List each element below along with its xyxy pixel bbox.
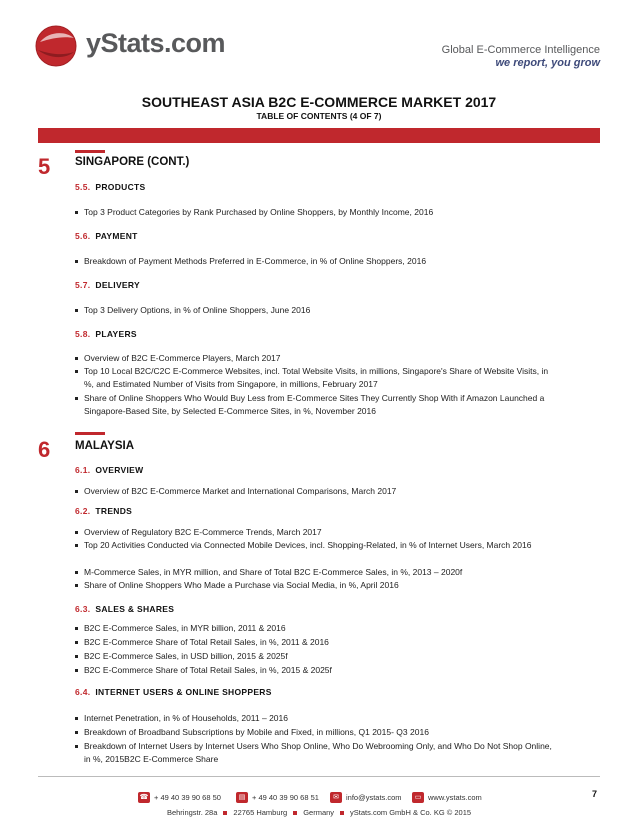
section-number: 6.4. bbox=[75, 687, 91, 697]
email-icon: ✉ bbox=[330, 792, 342, 803]
footer-phone: + 49 40 39 90 68 50 bbox=[154, 793, 221, 802]
section-number: 6.1. bbox=[75, 465, 91, 475]
section-heading bbox=[75, 329, 137, 339]
section-number: 5.6. bbox=[75, 231, 91, 241]
separator-square bbox=[293, 811, 297, 815]
section-heading bbox=[75, 506, 132, 516]
section-heading bbox=[75, 231, 138, 241]
chapter-title: SINGAPORE (CONT.) bbox=[75, 156, 190, 168]
separator-square bbox=[340, 811, 344, 815]
tagline-secondary: we report, you grow bbox=[495, 57, 600, 69]
chapter-accent-line bbox=[75, 150, 105, 153]
ystats-logo bbox=[34, 16, 224, 68]
list-item: Breakdown of Internet Users by Internet Users Who Shop Online, Who Do Webrooming Only, and Who Do Not Shop Online, in %, 2015B2C E-Commerce Share bbox=[75, 740, 555, 766]
logo-text: yStats.com bbox=[86, 28, 226, 58]
list-item: Breakdown of Payment Methods Preferred in E-Commerce, in % of Online Shoppers, 2016 bbox=[75, 255, 555, 268]
section-title: PLAYERS bbox=[95, 329, 137, 339]
footer-city: 22765 Hamburg bbox=[233, 808, 288, 817]
list-item: B2C E-Commerce Share of Total Retail Sales, in %, 2015 & 2025f bbox=[75, 664, 555, 677]
page-header bbox=[0, 0, 638, 80]
section-heading bbox=[75, 465, 143, 475]
chapter-number: 6 bbox=[38, 437, 51, 462]
section-title: TRENDS bbox=[95, 506, 133, 516]
footer-divider bbox=[38, 776, 600, 777]
footer-street: Behringstr. 28a bbox=[166, 808, 218, 817]
list-item: Overview of Regulatory B2C E-Commerce Trends, March 2017 bbox=[75, 526, 555, 539]
list-item: Top 3 Product Categories by Rank Purchased by Online Shoppers, by Monthly Income, 2016 bbox=[75, 206, 555, 219]
section-heading bbox=[75, 280, 140, 290]
footer-address bbox=[0, 808, 638, 817]
section-heading bbox=[75, 182, 146, 192]
footer-company: yStats.com GmbH & Co. KG © 2015 bbox=[350, 808, 472, 817]
separator-square bbox=[223, 811, 227, 815]
logo-globe-icon bbox=[34, 24, 78, 68]
section-title: OVERVIEW bbox=[95, 465, 144, 475]
list-item: Top 20 Activities Conducted via Connected Mobile Devices, incl. Shopping-Related, in % of Internet Users, March 2016 bbox=[75, 539, 555, 552]
list-item: B2C E-Commerce Sales, in USD billion, 2015 & 2025f bbox=[75, 650, 555, 663]
list-item: Breakdown of Broadband Subscriptions by Mobile and Fixed, in millions, Q1 2015- Q3 2016 bbox=[75, 726, 555, 739]
footer-fax: + 49 40 39 90 68 51 bbox=[252, 793, 319, 802]
section-title: INTERNET USERS & ONLINE SHOPPERS bbox=[95, 687, 272, 697]
list-item: M-Commerce Sales, in MYR million, and Share of Total B2C E-Commerce Sales, in %, 2013 – 2020f bbox=[75, 566, 555, 579]
section-title: DELIVERY bbox=[95, 280, 140, 290]
footer-country: Germany bbox=[303, 808, 335, 817]
web-icon: ▭ bbox=[412, 792, 424, 803]
tagline bbox=[442, 44, 600, 69]
chapter-title: MALAYSIA bbox=[75, 440, 134, 452]
list-item: Internet Penetration, in % of Households, 2011 – 2016 bbox=[75, 712, 555, 725]
footer-website[interactable]: www.ystats.com bbox=[428, 793, 482, 802]
list-item: Overview of B2C E-Commerce Market and International Comparisons, March 2017 bbox=[75, 485, 555, 498]
page-number: 7 bbox=[592, 789, 598, 799]
section-heading bbox=[75, 687, 272, 697]
tagline-primary: Global E-Commerce Intelligence bbox=[441, 44, 600, 56]
list-item: Top 3 Delivery Options, in % of Online Shoppers, June 2016 bbox=[75, 304, 555, 317]
section-number: 5.5. bbox=[75, 182, 91, 192]
title-divider-bar bbox=[38, 128, 600, 143]
list-item: B2C E-Commerce Share of Total Retail Sales, in %, 2011 & 2016 bbox=[75, 636, 555, 649]
section-number: 6.3. bbox=[75, 604, 91, 614]
list-item: Share of Online Shoppers Who Made a Purchase via Social Media, in %, April 2016 bbox=[75, 579, 555, 592]
chapter-number: 5 bbox=[38, 154, 51, 179]
section-heading bbox=[75, 604, 174, 614]
section-number: 5.7. bbox=[75, 280, 91, 290]
list-item: Share of Online Shoppers Who Would Buy Less from E-Commerce Sites They Currently Shop With if Amazon Launched a Singapore-Based Site, by Selected E-Commerce Sites, in %, November 2016 bbox=[75, 392, 555, 418]
chapter-accent-line bbox=[75, 432, 105, 435]
section-title: SALES & SHARES bbox=[95, 604, 175, 614]
document-title: SOUTHEAST ASIA B2C E-COMMERCE MARKET 2017 bbox=[141, 94, 497, 110]
list-item: Overview of B2C E-Commerce Players, March 2017 bbox=[75, 352, 555, 365]
section-title: PRODUCTS bbox=[95, 182, 146, 192]
footer-email[interactable]: info@ystats.com bbox=[346, 793, 402, 802]
list-item: Top 10 Local B2C/C2C E-Commerce Websites, incl. Total Website Visits, in millions, Singapore's Share of Website Visits, in %, and Estimated Number of Visits from Singapore, in millions, February 2017 bbox=[75, 365, 555, 391]
section-title: PAYMENT bbox=[95, 231, 138, 241]
list-item: B2C E-Commerce Sales, in MYR billion, 2011 & 2016 bbox=[75, 622, 555, 635]
section-number: 5.8. bbox=[75, 329, 91, 339]
document-subtitle: TABLE OF CONTENTS (4 OF 7) bbox=[256, 111, 382, 121]
fax-icon: ▤ bbox=[236, 792, 248, 803]
phone-icon: ☎ bbox=[139, 794, 149, 801]
section-number: 6.2. bbox=[75, 506, 91, 516]
